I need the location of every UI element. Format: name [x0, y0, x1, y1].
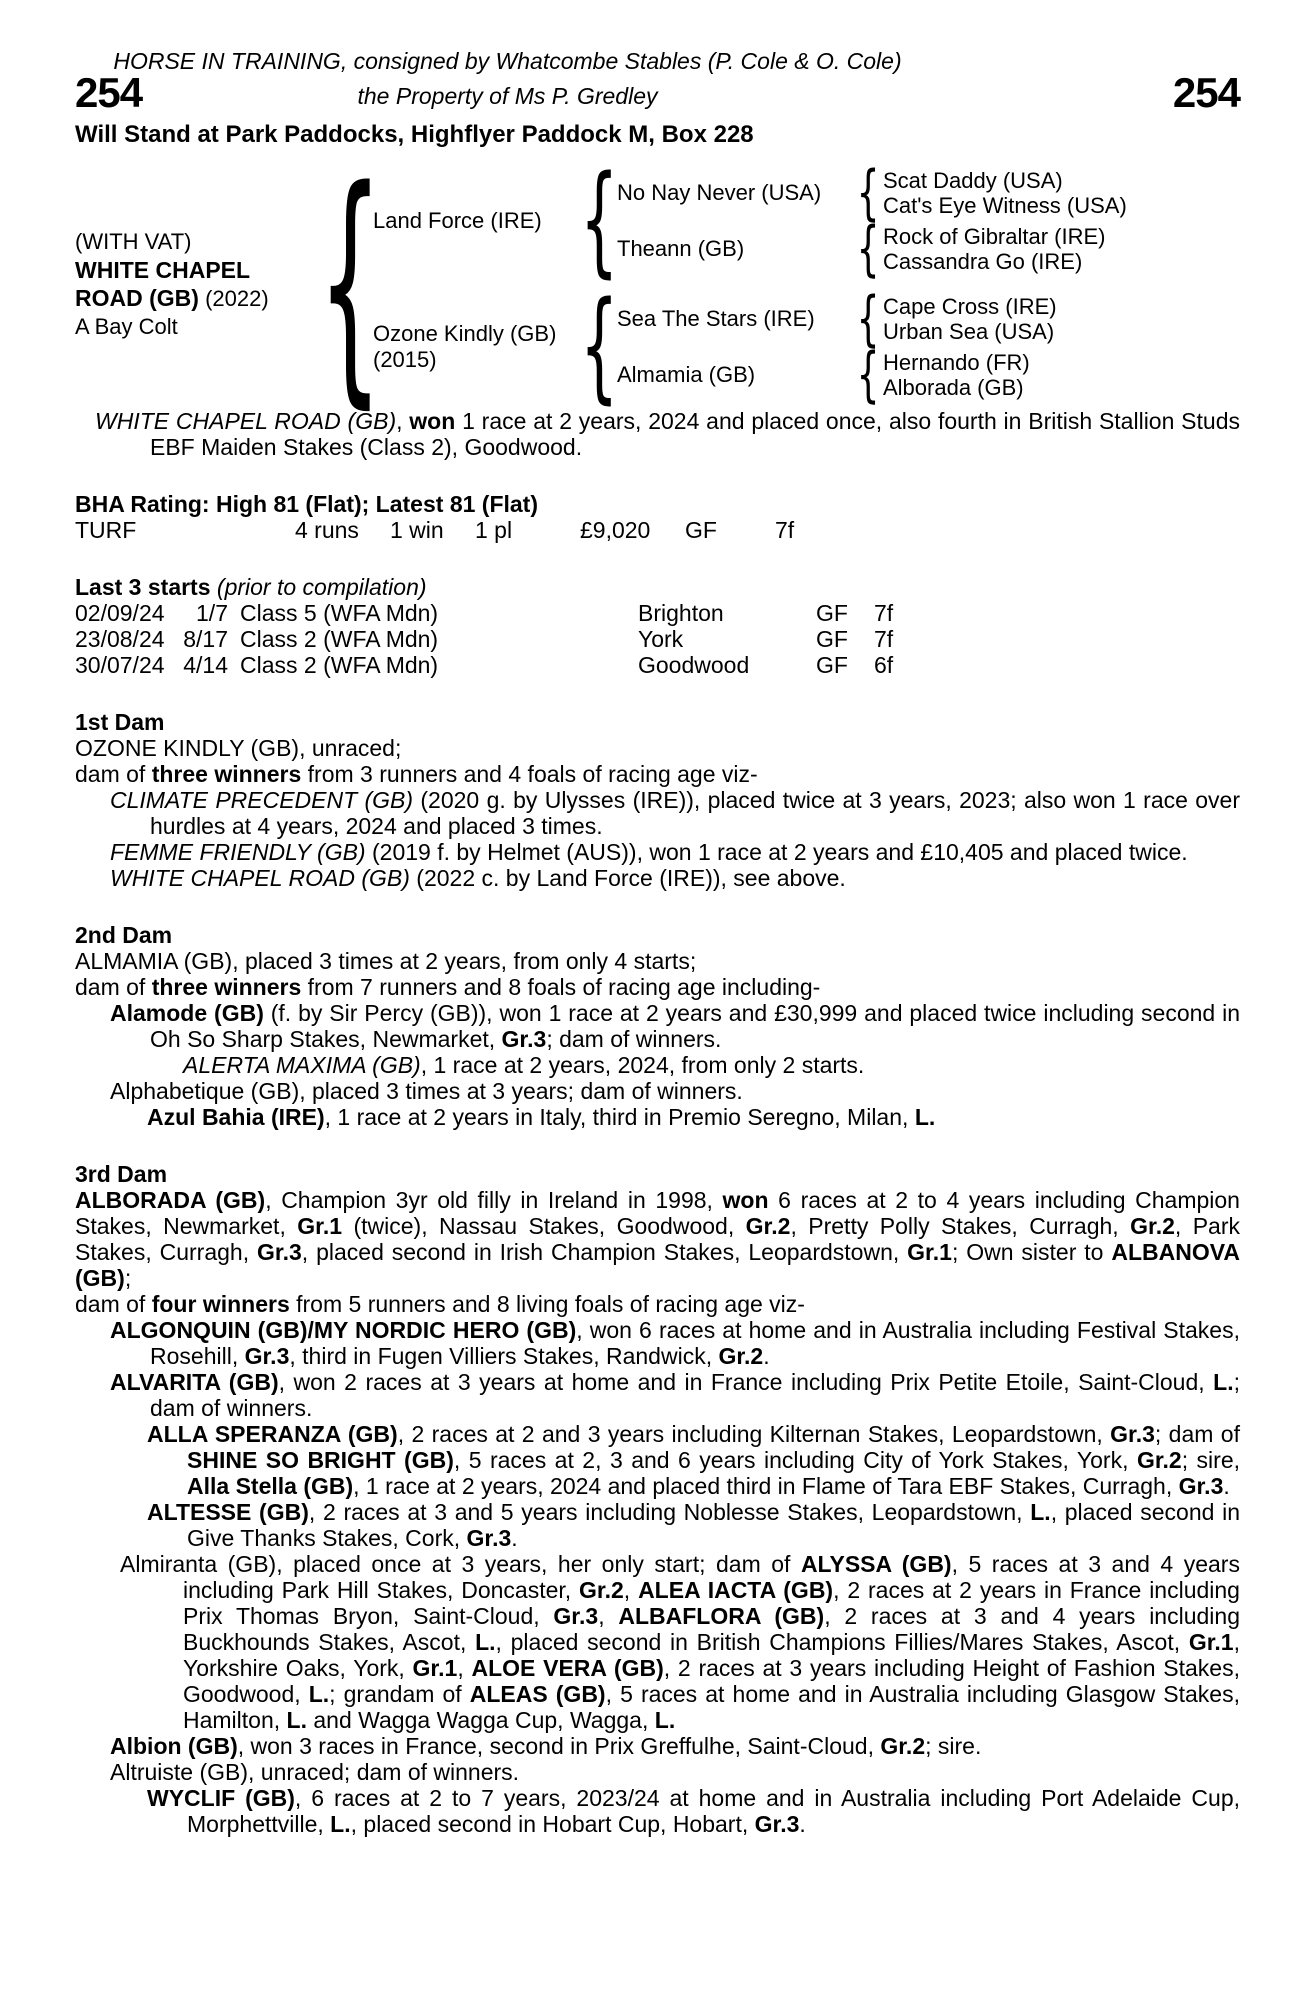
produce-entry-white-chapel-road: WHITE CHAPEL ROAD (GB) (2022 c. by Land Force (IRE)), see above. — [110, 865, 846, 891]
produce-entry-alla-speranza: ALLA SPERANZA (GB), 2 races at 2 and 3 years including Kilternan Stakes, Leopardstown, Gr.3; dam of SHINE SO BRIGHT (GB), 5 races at 2, 3 and 6 years including City of York Stakes, York, Gr.2; sire, Alla Stella (GB), 1 race at 2 years, 2024 and placed third in Flame of Tara EBF Stakes, Curragh, Gr.3. — [147, 1421, 1241, 1499]
sire-dam-name: Theann (GB) — [617, 236, 745, 261]
ggp-name: Cat's Eye Witness (USA) — [883, 193, 1127, 218]
ggp-name: Scat Daddy (USA) — [883, 168, 1063, 193]
pedigree-table — [75, 160, 1240, 408]
race-start-row — [75, 626, 1240, 652]
dam-dam-brace — [853, 350, 883, 400]
race-position: 8/17 — [183, 626, 228, 652]
dam-produce-intro: dam of four winners from 5 runners and 8 living foals of racing age viz- — [75, 1291, 805, 1317]
race-date: 30/07/24 — [75, 652, 165, 678]
race-start-row — [75, 652, 1240, 678]
last-starts-block — [75, 574, 1240, 678]
horse-name-line1: WHITE CHAPEL — [75, 256, 251, 283]
race-class: Class 2 (WFA Mdn) — [240, 652, 439, 678]
dam-sire-name: Sea The Stars (IRE) — [617, 306, 815, 331]
dam-block — [373, 293, 1127, 401]
produce-entry-alphabetique: Alphabetique (GB), placed 3 times at 3 years; dam of winners. — [110, 1078, 743, 1104]
horse-name-line2: ROAD (GB) (2022) — [75, 284, 269, 311]
dam-description: OZONE KINDLY (GB), unraced; — [75, 735, 402, 761]
turf-record-row — [75, 517, 1240, 543]
produce-entry-albion: Albion (GB), won 3 races in France, second in Prix Greffulhe, Saint-Cloud, Gr.2; sire. — [110, 1733, 982, 1759]
race-position: 4/14 — [183, 652, 228, 678]
dam-name: Ozone Kindly (GB) (2015) — [373, 321, 581, 373]
last-starts-heading: Last 3 starts (prior to compilation) — [75, 574, 427, 600]
dam-dam-block — [617, 350, 1057, 400]
wins-count: 1 win — [390, 517, 444, 543]
distance-abbrev: 7f — [775, 517, 795, 543]
places-count: 1 pl — [475, 517, 513, 543]
race-distance: 7f — [874, 600, 894, 626]
stand-location-line: Will Stand at Park Paddocks, Highflyer Paddock M, Box 228 — [75, 121, 754, 148]
dam-brace — [581, 293, 617, 401]
rating-block — [75, 491, 1240, 543]
sire-name: Land Force (IRE) — [373, 208, 542, 233]
produce-entry-femme-friendly: FEMME FRIENDLY (GB) (2019 f. by Helmet (AUS)), won 1 race at 2 years and £10,405 and placed twice. — [110, 839, 1188, 865]
produce-entry-wyclif: WYCLIF (GB), 6 races at 2 to 7 years, 2023/24 at home and in Australia including Port Adelaide Cup, Morphettville, L., placed second in Hobart Cup, Hobart, Gr.3. — [147, 1785, 1240, 1837]
property-line: the Property of Ms P. Gredley — [357, 83, 658, 109]
produce-entry-alamode: Alamode (GB) (f. by Sir Percy (GB)), won 1 race at 2 years and £30,999 and placed twice including second in Oh So Sharp Stakes, Newmarket, Gr.3; dam of winners. — [110, 1000, 1240, 1052]
dam-sire-block — [617, 294, 1057, 344]
going-abbrev: GF — [685, 517, 717, 543]
sire-block — [373, 167, 1127, 275]
first-dam-heading: 1st Dam — [75, 709, 165, 735]
horse-description: A Bay Colt — [75, 313, 178, 339]
produce-entry-altesse: ALTESSE (GB), 2 races at 3 and 5 years including Noblesse Stakes, Leopardstown, L., placed second in Give Thanks Stakes, Cork, Gr.3. — [147, 1499, 1240, 1551]
dam-produce-intro: dam of three winners from 7 runners and 8 foals of racing age including- — [75, 974, 821, 1000]
race-class: Class 2 (WFA Mdn) — [240, 626, 439, 652]
sire-sire-brace — [853, 168, 883, 218]
dam-description-alborada: ALBORADA (GB), Champion 3yr old filly in Ireland in 1998, won 6 races at 2 to 4 years including Champion Stakes, Newmarket, Gr.1 (twice), Nassau Stakes, Goodwood, Gr.2, Pretty Polly Stakes, Curragh, Gr.2, Park Stakes, Curragh, Gr.3, placed second in Irish Champion Stakes, Leopardstown, Gr.1; Own sister to ALBANOVA (GB); — [75, 1187, 1241, 1291]
third-dam-heading: 3rd Dam — [75, 1161, 168, 1187]
vat-note: (WITH VAT) — [75, 228, 192, 254]
race-date: 02/09/24 — [75, 600, 165, 626]
race-going: GF — [816, 652, 848, 678]
dam-description: ALMAMIA (GB), placed 3 times at 2 years, from only 4 starts; — [75, 948, 697, 974]
race-going: GF — [816, 626, 848, 652]
produce-entry-altruiste: Altruiste (GB), unraced; dam of winners. — [110, 1759, 520, 1785]
dam-year: (2015) — [373, 347, 437, 372]
produce-entry-azul-bahia: Azul Bahia (IRE), 1 race at 2 years in Italy, third in Premio Seregno, Milan, L. — [147, 1104, 936, 1130]
first-dam-section — [75, 709, 1240, 891]
race-class: Class 5 (WFA Mdn) — [240, 600, 439, 626]
surface-label: TURF — [75, 517, 137, 543]
ggp-name: Rock of Gibraltar (IRE) — [883, 224, 1106, 249]
produce-entry-almiranta: Almiranta (GB), placed once at 3 years, her only start; dam of ALYSSA (GB), 5 races at 3 and 4 years including Park Hill Stakes, Doncaster, Gr.2, ALEA IACTA (GB), 2 races at 2 years in France including Prix Thomas Bryon, Saint-Cloud, Gr.3, ALBAFLORA (GB), 2 races at 3 and 4 years including Buckhounds Stakes, Ascot, L., placed second in British Champions Fillies/Mares Stakes, Ascot, Gr.1, Yorkshire Oaks, York, Gr.1, ALOE VERA (GB), 2 races at 3 years including Height of Fashion Stakes, Goodwood, L.; grandam of ALEAS (GB), 5 races at home and in Australia including Glasgow Stakes, Hamilton, L. and Wagga Wagga Cup, Wagga, L. — [120, 1551, 1240, 1733]
ggp-name: Urban Sea (USA) — [883, 319, 1055, 344]
ggp-name: Cape Cross (IRE) — [883, 294, 1057, 319]
sire-sire-name: No Nay Never (USA) — [617, 180, 822, 205]
third-dam-section — [75, 1161, 1240, 1837]
bha-rating-line: BHA Rating: High 81 (Flat); Latest 81 (Flat) — [75, 491, 538, 517]
race-course: Brighton — [638, 600, 724, 626]
ggp-name: Hernando (FR) — [883, 350, 1030, 375]
runs-count: 4 runs — [295, 517, 359, 543]
subject-horse-block — [75, 228, 327, 341]
prize-money: £9,020 — [580, 517, 651, 543]
race-summary: WHITE CHAPEL ROAD (GB), won 1 race at 2 years, 2024 and placed once, also fourth in British Stallion Studs EBF Maiden Stakes (Class 2), Goodwood. — [95, 408, 1240, 460]
race-distance: 6f — [874, 652, 894, 678]
produce-entry-alerta-maxima: ALERTA MAXIMA (GB), 1 race at 2 years, 2024, from only 2 starts. — [183, 1052, 865, 1078]
race-course: Goodwood — [638, 652, 750, 678]
dam-dam-name: Almamia (GB) — [617, 362, 756, 387]
race-date: 23/08/24 — [75, 626, 165, 652]
race-going: GF — [816, 600, 848, 626]
dam-sire-brace — [853, 294, 883, 344]
sire-dam-brace — [853, 224, 883, 274]
ggp-name: Cassandra Go (IRE) — [883, 249, 1083, 274]
subject-brace — [327, 165, 373, 403]
lot-number-right: 254 — [1172, 69, 1240, 116]
second-dam-heading: 2nd Dam — [75, 922, 173, 948]
race-course: York — [638, 626, 684, 652]
second-dam-section — [75, 922, 1240, 1130]
ggp-name: Alborada (GB) — [883, 375, 1024, 400]
consignor-line: HORSE IN TRAINING, consigned by Whatcombe Stables (P. Cole & O. Cole) — [113, 48, 902, 74]
sire-dam-block — [617, 224, 1127, 274]
produce-entry-alvarita: ALVARITA (GB), won 2 races at 3 years at home and in France including Prix Petite Etoile, Saint-Cloud, L.; dam of winners. — [110, 1369, 1240, 1421]
page-header — [75, 48, 1240, 116]
race-distance: 7f — [874, 626, 894, 652]
sire-brace — [581, 167, 617, 275]
race-position: 1/7 — [196, 600, 228, 626]
sire-sire-block — [617, 168, 1127, 218]
dam-produce-intro: dam of three winners from 3 runners and 4 foals of racing age viz- — [75, 761, 758, 787]
race-start-row — [75, 600, 1240, 626]
lot-number-left: 254 — [75, 69, 143, 116]
produce-entry-algonquin: ALGONQUIN (GB)/MY NORDIC HERO (GB), won 6 races at home and in Australia including Festival Stakes, Rosehill, Gr.3, third in Fugen Villiers Stakes, Randwick, Gr.2. — [110, 1317, 1240, 1369]
produce-entry-climate-precedent: CLIMATE PRECEDENT (GB) (2020 g. by Ulysses (IRE)), placed twice at 3 years, 2023; also won 1 race over hurdles at 4 years, 2024 and placed 3 times. — [110, 787, 1241, 839]
